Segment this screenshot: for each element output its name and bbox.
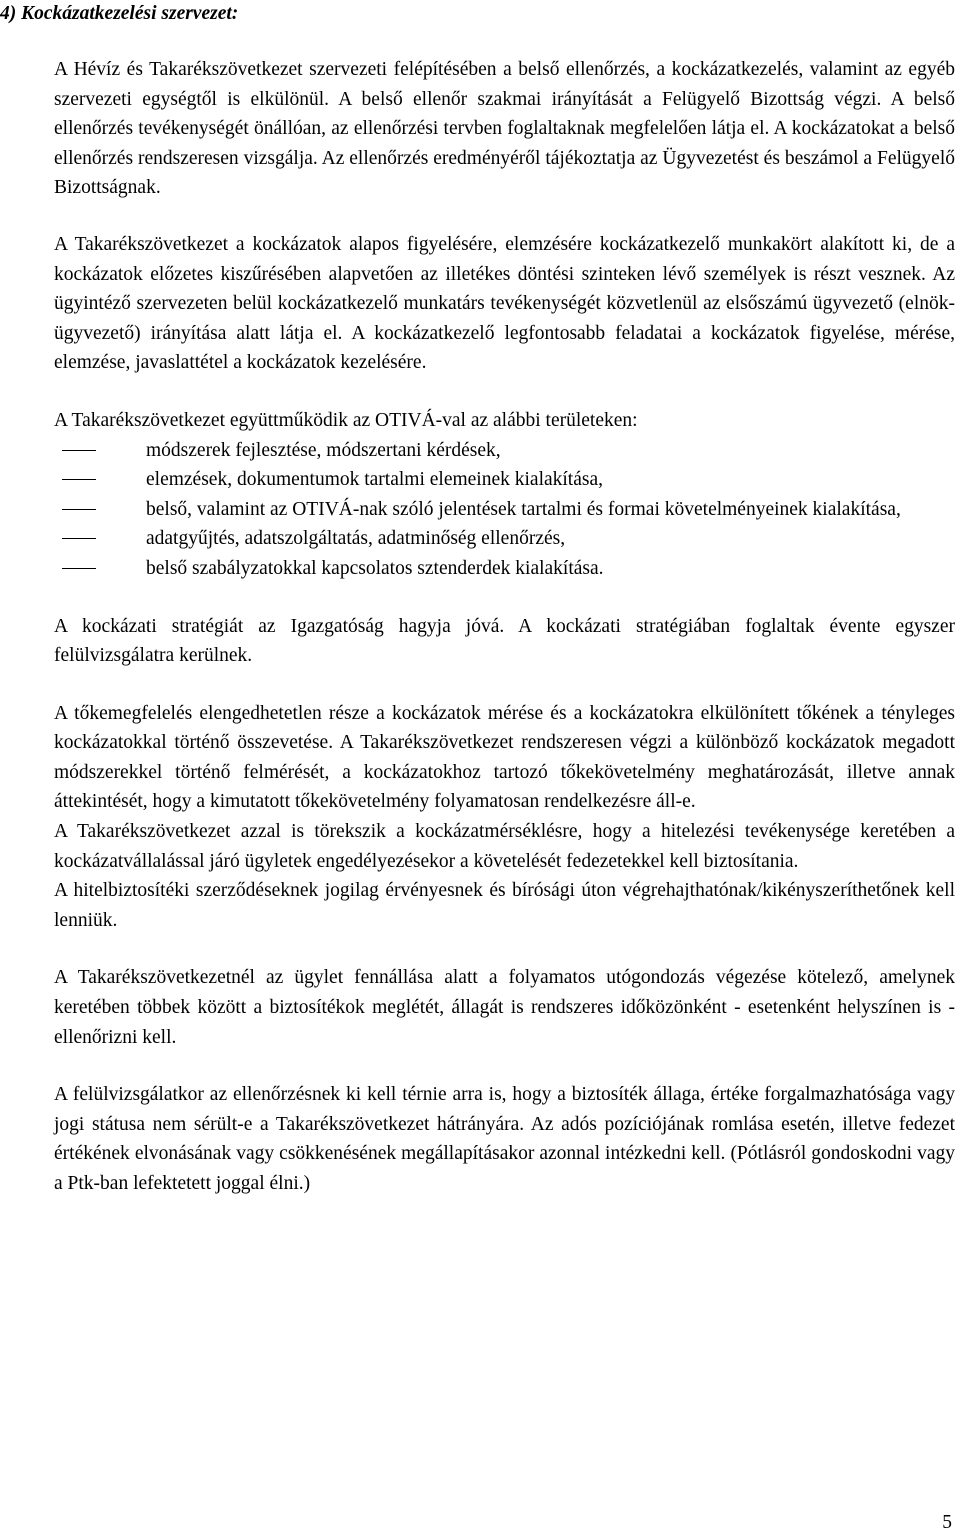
list-item-text: belső szabályzatokkal kapcsolatos sztenderdek kialakítása. bbox=[146, 557, 604, 579]
list-item-text: adatgyűjtés, adatszolgáltatás, adatminőség ellenőrzés, bbox=[146, 528, 566, 550]
list-item bbox=[54, 465, 955, 495]
list-item bbox=[54, 554, 955, 584]
paragraph-risk-management-role: A Takarékszövetkezet a kockázatok alapos figyelésére, elemzésére kockázatkezelő munkakört alakított ki, de a kockázatok előzetes kiszűrésében alapvetően az illetékes döntési szinteken lévő személyek is részt vesznek. Az ügyintéző szervezeten belül kockázatkezelő munkatárs tevékenységét közvetlenül az elsőszámú ügyvezető (elnök-ügyvezető) irányítása alatt látja el. A kockázatkezelő legfontosabb feladatai a kockázatok figyelése, mérése, elemzése, javaslattétel a kockázatok kezelésére. bbox=[54, 233, 955, 374]
dash-bullet-icon bbox=[62, 538, 96, 539]
dash-bullet-icon bbox=[62, 568, 96, 569]
paragraph-risk-mitigation: A Takarékszövetkezet azzal is törekszik a kockázatmérséklésre, hogy a hitelezési tevékenysége keretében a kockázatvállalással járó ügyletek engedélyezésekor a követelését fedezetekkel kell biztosítania. bbox=[54, 821, 955, 872]
page-number: 5 bbox=[942, 1512, 952, 1533]
paragraph-review: A felülvizsgálatkor az ellenőrzésnek ki kell térnie arra is, hogy a biztosíték állaga, értéke forgalmazhatósága vagy jogi státusa nem sérült-e a Takarékszövetkezet hátrányára. Az adós pozíciójának romlása esetén, illetve fedezet értékének elvonásának vagy csökkenésének megállapításakor azonnal intézkedni kell. (Pótlásról gondoskodni vagy a Ptk-ban lefektetett joggal élni.) bbox=[54, 1084, 955, 1194]
paragraph-otiva-cooperation: A Takarékszövetkezet együttműködik az OTIVÁ-val az alábbi területeken: bbox=[54, 409, 638, 431]
dash-bullet-icon bbox=[62, 450, 96, 451]
paragraph-risk-strategy: A kockázati stratégiát az Igazgatóság hagyja jóvá. A kockázati stratégiában foglaltak évente egyszer felülvizsgálatra kerülnek. bbox=[54, 615, 955, 667]
paragraph-monitoring: A Takarékszövetkezetnél az ügylet fennállása alatt a folyamatos utógondozás végezése kötelező, amelynek keretében többek között a biztosítékok meglétét, állagát is rendszeres időközönként - esetenként helyszínen is - ellenőrizni kell. bbox=[54, 967, 955, 1048]
document-body bbox=[54, 55, 955, 1199]
cooperation-list bbox=[54, 436, 955, 584]
dash-bullet-icon bbox=[62, 479, 96, 480]
section-heading: 4) Kockázatkezelési szervezet: bbox=[0, 3, 239, 24]
paragraph-collateral-contracts: A hitelbiztosítéki szerződéseknek jogilag érvényesnek és bírósági úton végrehajthatónak/kikényszeríthetőnek kell lenniük. bbox=[54, 880, 955, 931]
list-item bbox=[54, 495, 955, 525]
paragraph-internal-audit: A Hévíz és Takarékszövetkezet szervezeti felépítésében a belső ellenőrzés, a kockázatkezelés, valamint az egyéb szervezeti egységtől is elkülönül. A belső ellenőr szakmai irányítását a Felügyelő Bizottság végzi. A belső ellenőrzés tevékenységét önállóan, az ellenőrzési tervben foglaltaknak megfelelően látja el. A kockázatokat a belső ellenőrzés rendszeresen vizsgálja. Az ellenőrzés eredményéről tájékoztatja az Ügyvezetést és beszámol a Felügyelő Bizottságnak. bbox=[54, 59, 955, 199]
dash-bullet-icon bbox=[62, 509, 96, 510]
paragraph-capital-adequacy: A tőkemegfelelés elengedhetetlen része a kockázatok mérése és a kockázatokra elkülönített tőkének a tényleges kockázatokkal történő összevetése. A Takarékszövetkezet rendszeresen végzi a különböző kockázatok megadott módszerekkel történő felmérését, a kockázatokhoz tartozó tőkekövetelmény meghatározását, illetve annak áttekintését, hogy a kimutatott tőkekövetelmény folyamatosan rendelkezésre áll-e. bbox=[54, 702, 955, 813]
list-item bbox=[54, 524, 955, 554]
list-item bbox=[54, 436, 955, 466]
list-item-text: módszerek fejlesztése, módszertani kérdések, bbox=[146, 439, 501, 461]
list-item-text: elemzések, dokumentumok tartalmi elemeinek kialakítása, bbox=[146, 469, 604, 491]
list-item-text: belső, valamint az OTIVÁ-nak szóló jelentések tartalmi és formai követelményeinek kialakítása, bbox=[146, 498, 901, 520]
